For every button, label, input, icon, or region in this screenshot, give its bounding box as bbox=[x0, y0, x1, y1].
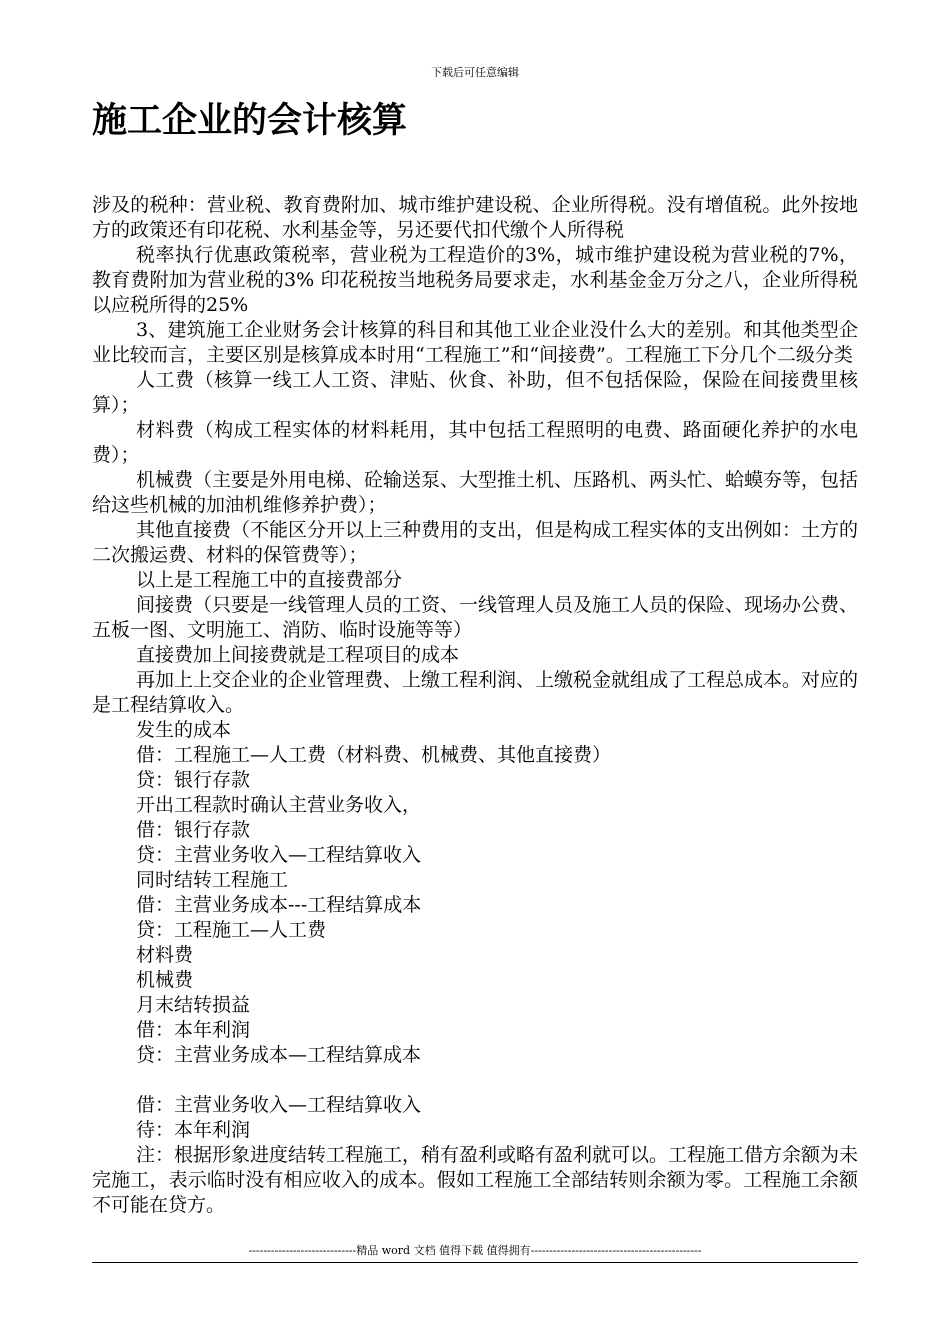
paragraph: 以上是工程施工中的直接费部分 bbox=[136, 569, 403, 591]
paragraph: 借：本年利润 bbox=[136, 1019, 251, 1041]
blank-line bbox=[92, 1068, 858, 1093]
paragraph: 借：主营业务收入—工程结算收入 bbox=[136, 1094, 422, 1116]
paragraph: 间接费（只要是一线管理人员的工资、一线管理人员及施工人员的保险、现场办公费、五板一图、文明施工、消防、临时设施等等） bbox=[92, 594, 859, 641]
paragraph: 月末结转损益 bbox=[136, 994, 251, 1016]
paragraph: 3、建筑施工企业财务会计核算的科目和其他工业企业没什么大的差别。和其他类型企业比较而言，主要区别是核算成本时用“工程施工”和“间接费”。工程施工下分几个二级分类 bbox=[92, 319, 858, 366]
paragraph: 注：根据形象进度结转工程施工，稍有盈利或略有盈利就可以。工程施工借方余额为未完施工，表示临时没有相应收入的成本。假如工程施工全部结转则余额为零。工程施工余额不可能在贷方。 bbox=[92, 1144, 859, 1216]
paragraph: 借：主营业务成本---工程结算成本 bbox=[136, 894, 422, 916]
paragraph: 再加上上交企业的企业管理费、上缴工程利润、上缴税金就组成了工程总成本。对应的是工程结算收入。 bbox=[92, 669, 859, 716]
document-title: 施工企业的会计核算 bbox=[92, 101, 408, 141]
paragraph: 材料费（构成工程实体的材料耗用，其中包括工程照明的电费、路面硬化养护的水电费）； bbox=[92, 419, 858, 466]
paragraph: 借：银行存款 bbox=[136, 819, 251, 841]
paragraph: 同时结转工程施工 bbox=[136, 869, 289, 891]
paragraph: 涉及的税种：营业税、教育费附加、城市维护建设税、企业所得税。没有增值税。此外按地方的政策还有印花税、水利基金等，另还要代扣代缴个人所得税 bbox=[92, 194, 858, 241]
paragraph: 贷：主营业务成本—工程结算成本 bbox=[136, 1044, 422, 1066]
paragraph: 材料费 bbox=[136, 944, 194, 966]
paragraph: 机械费 bbox=[136, 969, 194, 991]
paragraph: 直接费加上间接费就是工程项目的成本 bbox=[136, 644, 460, 666]
paragraph: 待：本年利润 bbox=[136, 1119, 251, 1141]
paragraph: 贷：工程施工—人工费 bbox=[136, 919, 327, 941]
paragraph: 发生的成本 bbox=[136, 719, 232, 741]
paragraph: 税率执行优惠政策税率，营业税为工程造价的3%，城市维护建设税为营业税的7%，教育费附加为营业税的3% 印花税按当地税务局要求走，水利基金金万分之八，企业所得税以应税所得的25% bbox=[92, 244, 858, 316]
paragraph: 借：工程施工—人工费（材料费、机械费、其他直接费） bbox=[136, 744, 612, 766]
paragraph: 贷：银行存款 bbox=[136, 769, 251, 791]
paragraph: 贷：主营业务收入—工程结算收入 bbox=[136, 844, 422, 866]
page-header: 下载后可任意编辑 bbox=[431, 66, 519, 79]
footer-rule bbox=[92, 1262, 858, 1263]
paragraph: 机械费（主要是外用电梯、砼输送泵、大型推土机、压路机、两头忙、蛤蟆夯等，包括给这些机械的加油机维修养护费）； bbox=[92, 469, 859, 516]
page-footer: -----------------------------精品 word 文档 值得下载 值得拥有---------------------------------------------- bbox=[248, 1244, 702, 1257]
paragraph: 人工费（核算一线工人工资、津贴、伙食、补助，但不包括保险，保险在间接费里核算）； bbox=[92, 369, 858, 416]
paragraph: 其他直接费（不能区分开以上三种费用的支出，但是构成工程实体的支出例如：土方的二次搬运费、材料的保管费等）； bbox=[92, 519, 859, 566]
paragraph: 开出工程款时确认主营业务收入， bbox=[136, 794, 422, 816]
document-body bbox=[92, 193, 858, 1218]
